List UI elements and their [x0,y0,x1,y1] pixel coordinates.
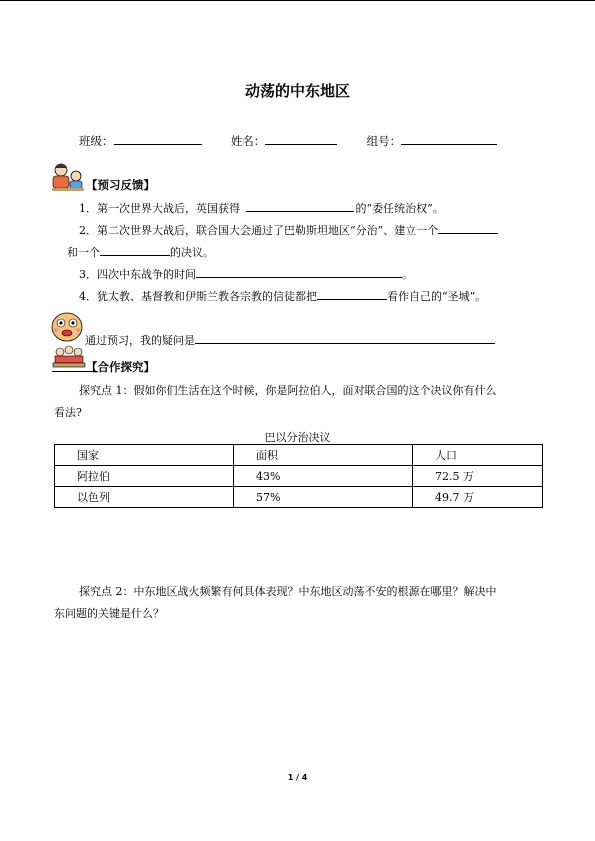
smiling-face-icon [49,311,85,343]
exploration-point-2 [79,581,549,603]
student-info-row [79,133,497,149]
class-field[interactable] [114,134,202,145]
page-title: 动荡的中东地区 [244,82,350,100]
cooperate-heading: 【合作探究】 [86,360,155,374]
p1-line-2: 看法? [54,406,82,419]
q1-answer-blank[interactable] [246,200,354,212]
q4-text-a: 4．犹太教、基督教和伊斯兰教各宗教的信徒都把 [79,290,317,303]
q3-text-b: 。 [402,268,413,281]
header-area: 面积 [234,445,413,466]
cell-country: 阿拉伯 [55,466,234,487]
q3-answer-blank[interactable] [196,266,402,278]
q2-answer-blank-1[interactable] [438,222,498,234]
cell-area: 57% [234,487,413,508]
preview-q2 [79,222,498,238]
cell-country: 以色列 [55,487,234,508]
preview-q3 [79,266,413,282]
header-population: 人口 [413,445,543,466]
q4-answer-blank[interactable] [317,288,387,300]
preview-q2-cont [67,244,214,260]
table-caption: 巴以分治决议 [264,431,331,444]
doubt-answer-blank[interactable] [195,332,495,344]
q2-text-b: 和一个 [67,246,100,259]
header-country: 国家 [55,445,234,466]
q1-text-b: 的“委任统治权”。 [355,202,444,215]
class-label: 班级： [79,134,114,148]
preview-q4 [79,288,486,304]
group-label: 组号： [366,134,402,148]
q2-answer-blank-2[interactable] [100,244,170,256]
top-border-line [0,0,595,1]
partition-table [54,444,543,508]
group-field[interactable] [401,134,497,145]
p2-line-1: 探究点 2：中东地区战火频繁有何具体表现？中东地区动荡不安的根源在哪里？解决中 [79,585,497,598]
name-label: 姓名： [230,134,266,148]
teacher-student-icon [50,162,86,192]
table-row [55,487,543,508]
cell-population: 49.7 万 [413,487,543,508]
exploration-point-1-cont [54,402,82,424]
table-header-row [55,445,543,466]
page-number: 1 / 4 [287,773,308,782]
cell-population: 72.5 万 [413,466,543,487]
q1-text-a: 1．第一次世界大战后，英国获得 [79,202,240,215]
table-row [55,466,543,487]
preview-heading: 【预习反馈】 [86,178,155,192]
preview-q1 [79,200,444,216]
q2-text-c: 的决议。 [170,246,214,259]
exploration-point-1 [79,380,549,402]
exploration-point-2-cont [54,603,164,625]
p1-line-1: 探究点 1：假如你们生活在这个时候，你是阿拉伯人，面对联合国的这个决议你有什么 [79,384,497,397]
doubt-line [85,332,495,348]
cell-area: 43% [234,466,413,487]
q3-text-a: 3．四次中东战争的时间 [79,268,196,281]
q4-text-b: 看作自己的“圣城”。 [387,290,487,303]
doubt-text: 通过预习，我的疑问是 [85,334,195,347]
q2-text-a: 2．第二次世界大战后，联合国大会通过了巴勒斯坦地区“分治”、建立一个 [79,224,439,237]
study-group-icon [52,345,86,371]
name-field[interactable] [265,134,337,145]
p2-line-2: 东问题的关键是什么？ [54,607,164,620]
